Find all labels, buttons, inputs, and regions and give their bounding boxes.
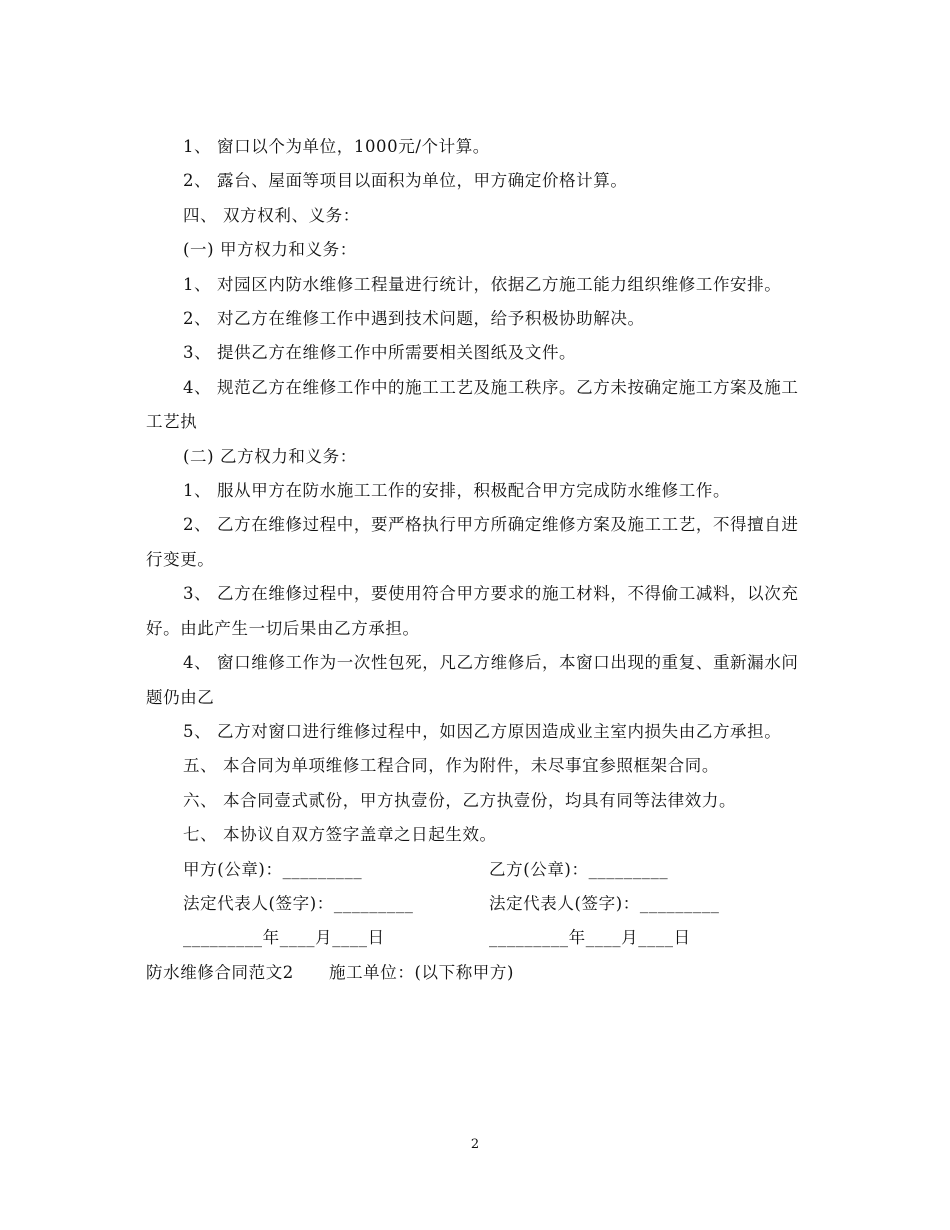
party-b-date-field: _________年____月____日	[489, 928, 691, 948]
clause-b-5: 5、 乙方对窗口进行维修过程中，如因乙方原因造成业主室内损失由乙方承担。	[183, 721, 782, 741]
clause-b-1: 1、 服从甲方在防水施工工作的安排，积极配合甲方完成防水维修工作。	[183, 481, 731, 501]
clause-b-3: 3、 乙方在维修过程中，要使用符合甲方要求的施工材料，不得偷工减料，以次充好。由此产生一切后果由乙方承担。	[146, 584, 799, 638]
next-contract-heading: 防水维修合同范文2 施工单位：(以下称甲方)	[146, 962, 515, 982]
section-heading-rights: 四、 双方权利、义务：	[183, 205, 360, 225]
clause-terrace-pricing: 2、 露台、屋面等项目以面积为单位，甲方确定价格计算。	[183, 171, 628, 191]
signature-row-seal	[146, 853, 806, 887]
subsection-heading-party-a: (一) 甲方权力和义务：	[183, 240, 357, 260]
clause-a-3: 3、 提供乙方在维修工作中所需要相关图纸及文件。	[183, 343, 577, 363]
page-number: 2	[470, 1137, 480, 1152]
signature-row-date	[146, 921, 806, 955]
clause-window-pricing: 1、 窗口以个为单位，1000元/个计算。	[183, 137, 490, 156]
clause-six: 六、 本合同壹式贰份，甲方执壹份，乙方执壹份，均具有同等法律效力。	[183, 790, 737, 810]
signature-row-representative	[146, 887, 806, 921]
clause-a-4: 4、 规范乙方在维修工作中的施工工艺及施工秩序。乙方未按确定施工方案及施工工艺执	[146, 377, 799, 432]
party-a-seal-field: 甲方(公章)：_________	[183, 859, 363, 879]
clause-b-2: 2、 乙方在维修过程中，要严格执行甲方所确定维修方案及施工工艺，不得擅自进行变更。	[146, 515, 799, 569]
contract-body	[146, 130, 806, 990]
clause-b-4: 4、 窗口维修工作为一次性包死，凡乙方维修后，本窗口出现的重复、重新漏水问题仍由乙	[146, 653, 799, 707]
party-a-rep-field: 法定代表人(签字)：_________	[183, 893, 414, 913]
clause-seven: 七、 本协议自双方签字盖章之日起生效。	[183, 825, 497, 845]
clause-five: 五、 本合同为单项维修工程合同，作为附件，未尽事宜参照框架合同。	[183, 756, 719, 776]
subsection-heading-party-b: (二) 乙方权力和义务：	[183, 446, 357, 466]
party-b-seal-field: 乙方(公章)：_________	[489, 859, 669, 879]
party-b-rep-field: 法定代表人(签字)：_________	[489, 893, 720, 913]
clause-a-2: 2、 对乙方在维修工作中遇到技术问题，给予积极协助解决。	[183, 309, 645, 329]
party-a-date-field: _________年____月____日	[183, 928, 385, 948]
clause-a-1: 1、 对园区内防水维修工程量进行统计，依据乙方施工能力组织维修工作安排。	[183, 274, 782, 294]
